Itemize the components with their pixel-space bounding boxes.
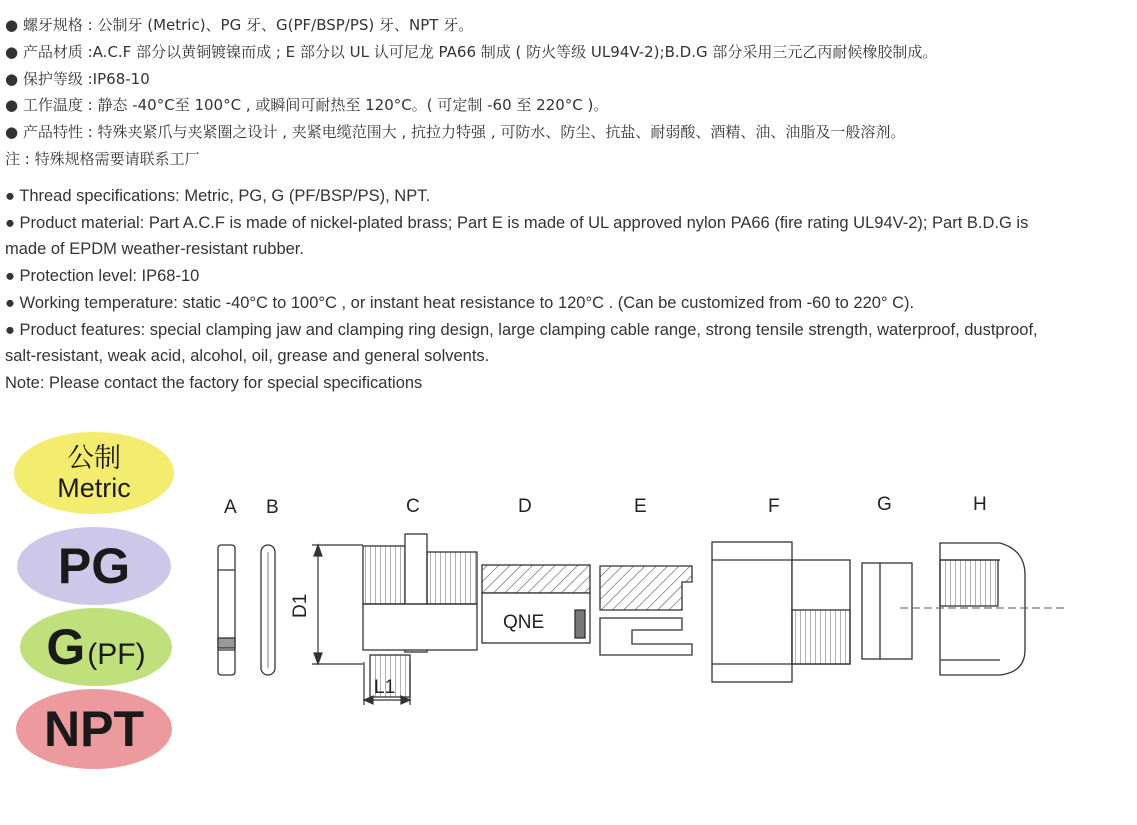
part-b-washer: [261, 545, 275, 675]
part-a-locknut: [218, 545, 235, 675]
g-suffix-label: (PF): [87, 638, 146, 671]
en-spec-line-2-cont: made of EPDM weather-resistant rubber.: [5, 240, 304, 258]
en-spec-line-5: ● Product features: special clamping jaw and clamping ring design, large clamping cable range, strong tensile strength, waterproof, dustproof,: [5, 321, 1038, 339]
part-label-a: A: [224, 497, 237, 518]
cn-spec-line-1: ● 螺牙规格 : 公制牙 (Metric)、PG 牙、G(PF/BSP/PS) 牙、NPT 牙。: [5, 16, 474, 34]
cn-note: 注 : 特殊规格需要请联系工厂: [5, 150, 200, 168]
npt-label: NPT: [44, 701, 144, 757]
cn-spec-line-3: ● 保护等级 :IP68-10: [5, 70, 150, 88]
g-label: G: [46, 619, 86, 675]
part-g-seal-ring: [862, 563, 912, 659]
en-spec-line-5-cont: salt-resistant, weak acid, alcohol, oil, grease and general solvents.: [5, 347, 490, 365]
en-spec-line-1: ● Thread specifications: Metric, PG, G (PF/BSP/PS), NPT.: [5, 187, 431, 205]
part-label-f: F: [768, 496, 780, 517]
en-note: Note: Please contact the factory for special specifications: [5, 374, 423, 392]
d1-label: D1: [290, 593, 311, 618]
part-e-clamping-jaw: [600, 566, 692, 655]
part-label-e: E: [634, 496, 647, 517]
metric-cn-label: 公制: [67, 443, 121, 473]
cn-spec-line-2: ● 产品材质 :A.C.F 部分以黄铜镀镍而成 ; E 部分以 UL 认可尼龙 PA66 制成 ( 防火等级 UL94V-2);B.D.G 部分采用三元乙丙耐候橡胶制成。: [5, 43, 938, 61]
part-label-c: C: [406, 496, 420, 517]
part-label-h: H: [973, 494, 987, 515]
cn-spec-line-4: ● 工作温度 : 静态 -40°C至 100°C , 或瞬间可耐热至 120°C。( 可定制 -60 至 220°C )。: [5, 96, 609, 114]
pg-label: PG: [57, 538, 131, 594]
en-spec-line-3: ● Protection level: IP68-10: [5, 267, 200, 285]
dimension-d1: [312, 545, 363, 664]
part-label-g: G: [877, 494, 892, 515]
en-spec-line-4: ● Working temperature: static -40°C to 100°C , or instant heat resistance to 120°C . (Can be customized from -60 to 220° C).: [5, 294, 915, 312]
en-spec-line-2: ● Product material: Part A.C.F is made of nickel-plated brass; Part E is made of UL approved nylon PA66 (fire rating UL94V-2); Part B.D.G is: [5, 214, 1029, 232]
exploded-diagram: [0, 420, 1137, 790]
part-h-cap-nut: [940, 543, 1025, 675]
l1-label: L1: [374, 677, 396, 698]
cn-spec-line-5: ● 产品特性 : 特殊夹紧爪与夹紧圈之设计 , 夹紧电缆范围大 , 抗拉力特强 , 可防水、防尘、抗盐、耐弱酸、酒精、油、油脂及一般溶剂。: [5, 123, 906, 141]
brand-label: QNE: [503, 612, 545, 633]
part-f-dome-nut: [712, 542, 850, 682]
part-label-b: B: [266, 497, 279, 518]
part-c-body: [363, 534, 477, 697]
part-label-d: D: [518, 496, 532, 517]
metric-en-label: Metric: [57, 473, 131, 503]
